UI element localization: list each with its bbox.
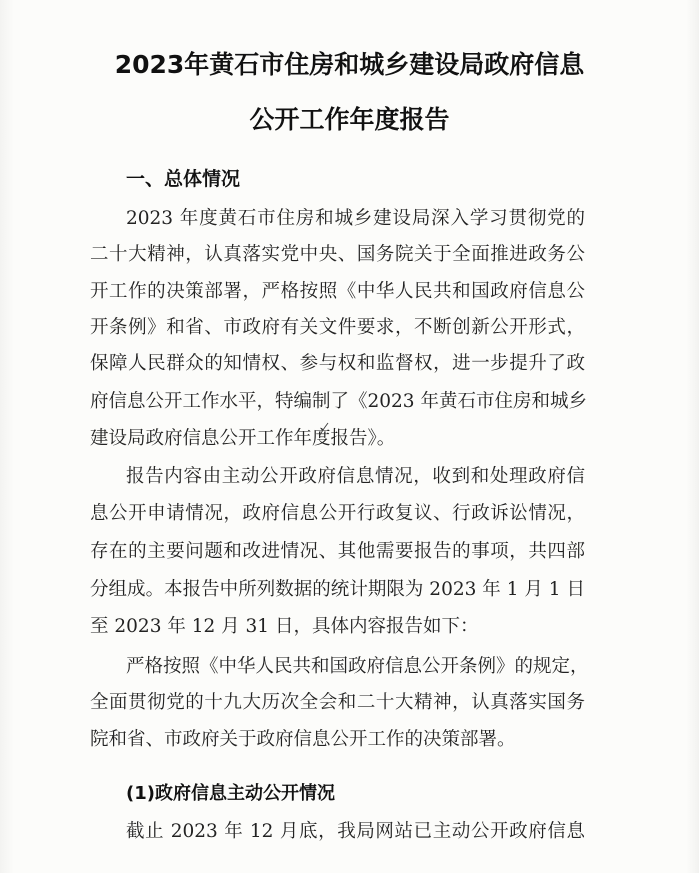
paragraph-line: 截止 2023 年 12 月底，我局网站已主动公开政府信息 xyxy=(126,821,585,842)
paragraph-line: 开工作的决策部署，严格按照《中华人民共和国政府信息公 xyxy=(90,281,585,302)
paragraph-line: 开条例》和省、市政府有关文件要求，不断创新公开形式， xyxy=(90,317,585,338)
subsection-heading-proactive-disclosure: (1)政府信息主动公开情况 xyxy=(126,783,335,804)
paragraph-line: 息公开申请情况，政府信息公开行政复议、行政诉讼情况， xyxy=(90,503,585,524)
paragraph-line: 建设局政府信息公开工作年度报告》。 xyxy=(90,428,396,449)
pen-mark xyxy=(318,422,330,436)
document-title-line-1: 2023年黄石市住房和城乡建设局政府信息 xyxy=(114,50,585,79)
paragraph-line: 至 2023 年 12 月 31 日，具体内容报告如下： xyxy=(90,616,479,637)
paragraph-line: 存在的主要问题和改进情况、其他需要报告的事项，共四部 xyxy=(90,541,585,562)
paragraph-line: 保障人民群众的知情权、参与权和监督权，进一步提升了政 xyxy=(90,353,585,374)
section-heading-overview: 一、总体情况 xyxy=(126,168,241,190)
paragraph-line: 严格按照《中华人民共和国政府信息公开条例》的规定， xyxy=(126,656,589,677)
paragraph-line: 全面贯彻党的十九大历次全会和二十大精神，认真落实国务 xyxy=(90,692,585,713)
paragraph-line: 府信息公开工作水平，特编制了《2023 年黄石市住房和城乡 xyxy=(90,391,587,412)
paragraph-line: 报告内容由主动公开政府信息情况，收到和处理政府信 xyxy=(126,466,585,487)
paragraph-line: 2023 年度黄石市住房和城乡建设局深入学习贯彻党的 xyxy=(126,208,585,229)
paragraph-line: 二十大精神，认真落实党中央、国务院关于全面推进政务公 xyxy=(90,244,585,265)
paragraph-line: 院和省、市政府关于政府信息公开工作的决策部署。 xyxy=(90,729,516,750)
document-title-line-2: 公开工作年度报告 xyxy=(249,105,450,134)
paragraph-line: 分组成。本报告中所列数据的统计期限为 2023 年 1 月 1 日 xyxy=(90,579,585,600)
